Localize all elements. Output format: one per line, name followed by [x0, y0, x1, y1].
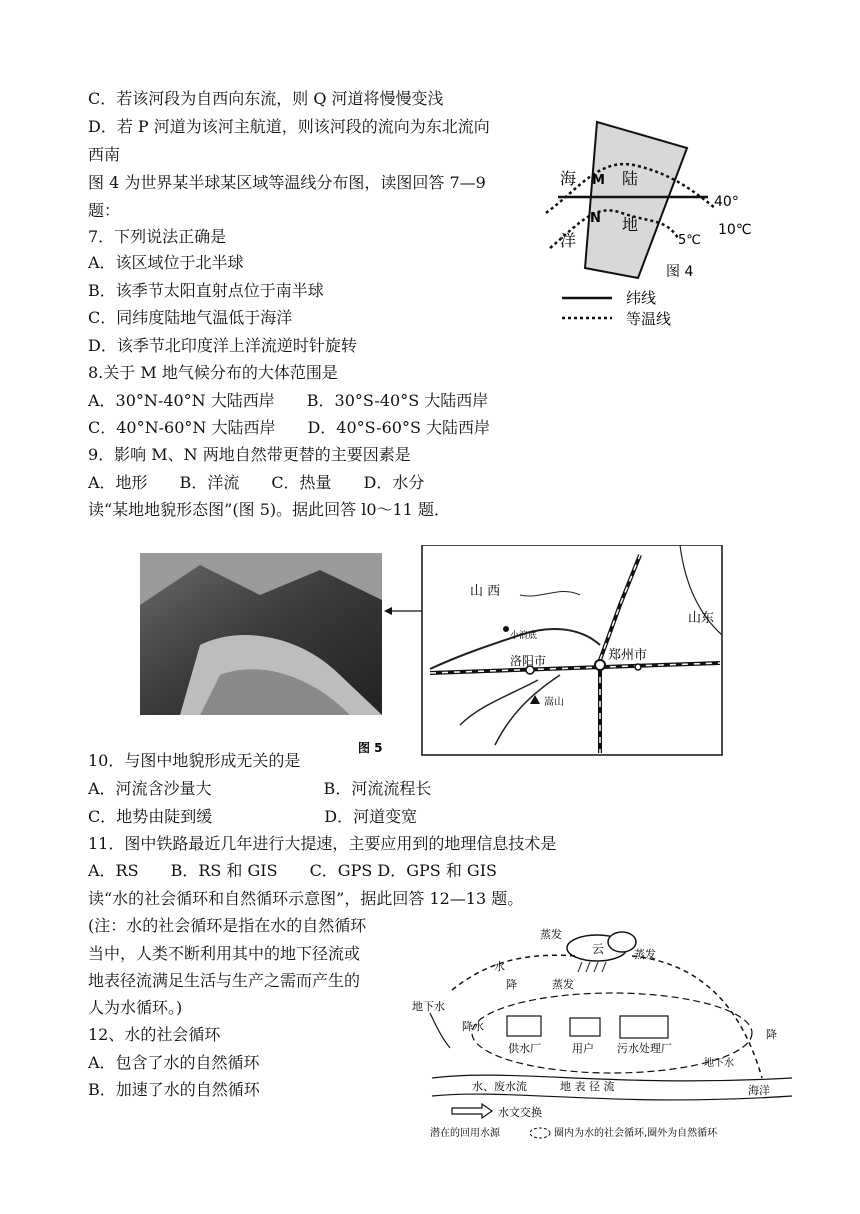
east-city-marker — [635, 664, 641, 670]
legend-iso-label: 等温线 — [626, 310, 672, 328]
label-rain-right: 降 — [766, 1028, 777, 1041]
label-land: 陆 — [622, 169, 639, 188]
text-line: 西南 — [88, 145, 121, 164]
label-rain-left: 降 — [506, 978, 517, 991]
label-luoyang: 洛阳市 — [510, 654, 547, 668]
label-surface: 地 表 径 流 — [560, 1080, 615, 1093]
figure-4-isotherm-map — [540, 118, 800, 338]
text-line: (注：水的社会循环是指在水的自然循环 — [88, 916, 367, 935]
text-line: 读“水的社会循环和自然循环示意图”，据此回答 12—13 题。 — [88, 889, 524, 908]
user-box — [570, 1018, 600, 1036]
figure-5-landform — [140, 545, 730, 760]
well-curve — [430, 1013, 450, 1048]
text-line: 12、水的社会循环 — [88, 1025, 221, 1044]
text-line: 图 4 为世界某半球某区域等温线分布图，读图回答 7—9 — [88, 173, 486, 192]
label-sea: 海 — [560, 169, 577, 188]
label-sea: 海洋 — [748, 1084, 770, 1097]
text-line: 题： — [88, 201, 121, 220]
label-5c: 5℃ — [678, 233, 701, 248]
label-groundwater-left: 地下水 — [412, 1000, 445, 1013]
label-rain-in: 降水 — [462, 1020, 484, 1033]
label-underground: 地下水 — [704, 1058, 734, 1069]
text-line: 地表径流满足生活与生产之需而产生的 — [88, 971, 361, 990]
text-line: A．地形 B．洋流 C．热量 D．水分 — [88, 473, 425, 492]
supply-plant-box — [507, 1016, 541, 1036]
label-10c: 10℃ — [718, 222, 752, 238]
label-ocean: 洋 — [560, 231, 577, 250]
treatment-box — [620, 1016, 668, 1038]
text-line: B．加速了水的自然循环 — [88, 1080, 260, 1099]
label-shanxi: 山 西 — [470, 584, 501, 599]
label-zhengzhou: 郑州市 — [608, 648, 648, 663]
text-line: 7．下列说法正确是 — [88, 227, 227, 246]
text-line: D．若 P 河道为该河主航道，则该河段的流向为东北流向 — [88, 117, 490, 136]
label-M: M — [592, 173, 605, 188]
legend-loop — [530, 1128, 550, 1138]
text-line: A．30°N-40°N 大陆西岸 B．30°S-40°S 大陆西岸 — [88, 391, 489, 410]
label-shandong: 山东 — [688, 611, 715, 626]
text-line: B．该季节太阳直射点位于南半球 — [88, 281, 324, 300]
text-line: A．RS B．RS 和 GIS C．GPS D．GPS 和 GIS — [88, 861, 497, 880]
label-supply: 供水厂 — [508, 1042, 541, 1055]
map-frame — [422, 545, 722, 755]
surface-flow-2 — [432, 1094, 792, 1100]
rain-hatch — [578, 962, 606, 972]
label-xiaolangdi: 小浪底 — [510, 631, 538, 641]
text-line: C．若该河段为自西向东流，则 Q 河道将慢慢变浅 — [88, 89, 444, 108]
text-line: 8.关于 M 地气候分布的大体范围是 — [88, 363, 338, 382]
region-quadrilateral — [585, 122, 687, 278]
text-line: C．地势由陡到缓 D．河道变宽 — [88, 807, 418, 826]
text-line: A．包含了水的自然循环 — [88, 1053, 260, 1072]
legend-lat-label: 纬线 — [626, 289, 657, 307]
label-evap-left: 蒸发 — [540, 928, 562, 941]
arrow-head — [384, 607, 392, 615]
label-N: N — [590, 211, 601, 226]
figure-water-cycle — [412, 928, 802, 1150]
text-line: C．40°N-60°N 大陆西岸 D．40°S-60°S 大陆西岸 — [88, 418, 491, 437]
fig4-caption: 图 4 — [666, 264, 694, 280]
label-flow: 水、废水流 — [472, 1080, 527, 1093]
text-line: 人为水循环。) — [88, 998, 183, 1017]
label-treat: 污水处理厂 — [617, 1042, 672, 1055]
text-line: 10．与图中地貌形成无关的是 — [88, 751, 301, 770]
label-legend2: 圈内为水的社会循环,圈外为自然循环 — [554, 1128, 718, 1139]
text-line: 9．影响 M、N 两地自然带更替的主要因素是 — [88, 445, 411, 464]
landform-photo — [140, 553, 382, 715]
label-water: 水 — [494, 960, 505, 973]
text-line: D．该季节北印度洋上洋流逆时针旋转 — [88, 336, 357, 355]
label-user: 用户 — [572, 1042, 594, 1055]
text-line: A．河流含沙量大 B．河流流程长 — [88, 779, 432, 798]
exchange-arrow — [452, 1104, 492, 1118]
label-40: 40° — [714, 194, 739, 210]
text-line: C．同纬度陆地气温低于海洋 — [88, 308, 293, 327]
fig5-caption: 图 5 — [358, 741, 383, 755]
text-line: 11．图中铁路最近几年进行大提速，主要应用到的地理信息技术是 — [88, 834, 557, 853]
text-line: 读“某地地貌形态图”(图 5)。据此回答 l0～11 题． — [88, 500, 450, 519]
label-legend: 潜在的回用水源 — [430, 1128, 500, 1139]
xiaolangdi-marker — [503, 626, 509, 632]
label-evap-right: 蒸发 — [634, 948, 656, 961]
label-exchange: 水文交换 — [498, 1106, 542, 1119]
label-evap-mid: 蒸发 — [552, 978, 574, 991]
text-line: A．该区域位于北半球 — [88, 253, 244, 272]
label-songshan: 嵩山 — [544, 697, 564, 708]
label-cloud: 云 — [592, 942, 605, 956]
label-ground: 地 — [622, 215, 639, 234]
zhengzhou-marker — [595, 660, 605, 670]
text-line: 当中，人类不断利用其中的地下径流或 — [88, 944, 361, 963]
